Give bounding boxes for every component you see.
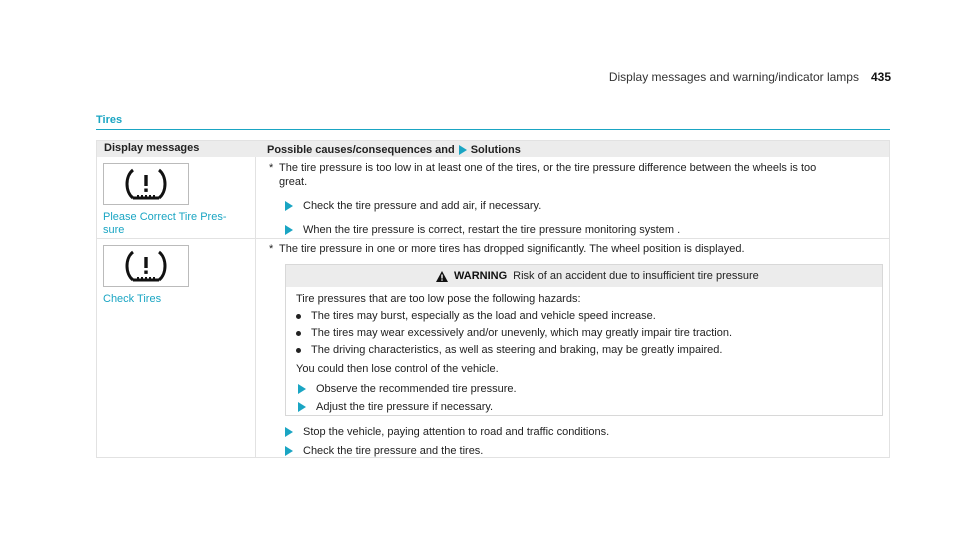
message-cell xyxy=(103,245,253,306)
column-header-solutions-label: Solutions xyxy=(470,144,521,156)
footnote-star: * xyxy=(269,162,274,174)
tire-pressure-warning-icon xyxy=(103,245,189,287)
warning-header xyxy=(286,265,882,287)
warning-label: WARNING xyxy=(454,270,508,282)
warning-bullet-text: The tires may wear excessively and/or unevenly, which may greatly impair tire traction. xyxy=(311,327,733,339)
section-rule xyxy=(96,129,890,130)
solution-step xyxy=(285,200,541,212)
solution-step-text: Stop the vehicle, paying attention to road and traffic conditions. xyxy=(303,426,610,438)
cause-text xyxy=(269,161,816,189)
bullet-dot xyxy=(296,314,301,319)
action-arrow-icon xyxy=(285,201,293,211)
page-number: 435 xyxy=(870,70,891,84)
column-header-causes xyxy=(267,144,521,156)
warning-box xyxy=(285,264,883,416)
message-cell xyxy=(103,163,253,237)
page-header xyxy=(609,70,891,84)
row-divider xyxy=(97,238,889,239)
footnote-star: * xyxy=(269,243,274,255)
warning-bullet-text: The tires may burst, especially as the load and vehicle speed increase. xyxy=(311,310,656,322)
solution-step-text: When the tire pressure is correct, restart the tire pressure monitoring system . xyxy=(303,224,681,236)
action-arrow-icon xyxy=(285,225,293,235)
column-header-causes-label: Possible causes/consequences and xyxy=(267,144,455,156)
cause-line-2: great. xyxy=(279,176,308,188)
display-message: Please Correct Tire Pres- sure xyxy=(103,211,227,236)
warning-step xyxy=(298,401,493,413)
action-arrow-icon xyxy=(298,402,306,412)
warning-step-text: Observe the recommended tire pressure. xyxy=(316,383,517,395)
warning-bullet xyxy=(296,327,732,339)
display-message: Check Tires xyxy=(103,293,162,305)
warning-outro: You could then lose control of the vehicle. xyxy=(296,363,499,375)
header-title: Display messages and warning/indicator lamps xyxy=(608,70,859,84)
warning-bullet-text: The driving characteristics, as well as steering and braking, may be greatly impaired. xyxy=(311,344,723,356)
bullet-dot xyxy=(296,348,301,353)
solution-step xyxy=(285,426,609,438)
warning-title: Risk of an accident due to insufficient tire pressure xyxy=(513,270,759,282)
column-divider xyxy=(255,157,256,457)
solution-step xyxy=(285,445,483,457)
cause-text xyxy=(269,242,745,256)
solution-step xyxy=(285,224,680,236)
action-arrow-icon xyxy=(459,145,467,155)
tire-pressure-warning-icon xyxy=(103,163,189,205)
section-title: Tires xyxy=(96,114,123,126)
messages-table xyxy=(96,140,890,458)
warning-triangle-icon xyxy=(436,271,448,282)
solution-step-text: Check the tire pressure and the tires. xyxy=(303,445,484,457)
warning-bullet xyxy=(296,310,656,322)
table-header xyxy=(97,141,889,157)
cause-line-1: The tire pressure in one or more tires has dropped significantly. The wheel position is displayed. xyxy=(279,243,745,255)
warning-step-text: Adjust the tire pressure if necessary. xyxy=(316,401,494,413)
warning-intro: Tire pressures that are too low pose the following hazards: xyxy=(296,293,581,305)
solution-step-text: Check the tire pressure and add air, if necessary. xyxy=(303,200,542,212)
column-header-messages: Display messages xyxy=(104,142,200,154)
action-arrow-icon xyxy=(285,446,293,456)
bullet-dot xyxy=(296,331,301,336)
warning-bullet xyxy=(296,344,722,356)
cause-line-1: The tire pressure is too low in at least one of the tires, or the tire pressure difference between the wheels is too xyxy=(279,162,817,174)
warning-step xyxy=(298,383,517,395)
action-arrow-icon xyxy=(285,427,293,437)
action-arrow-icon xyxy=(298,384,306,394)
